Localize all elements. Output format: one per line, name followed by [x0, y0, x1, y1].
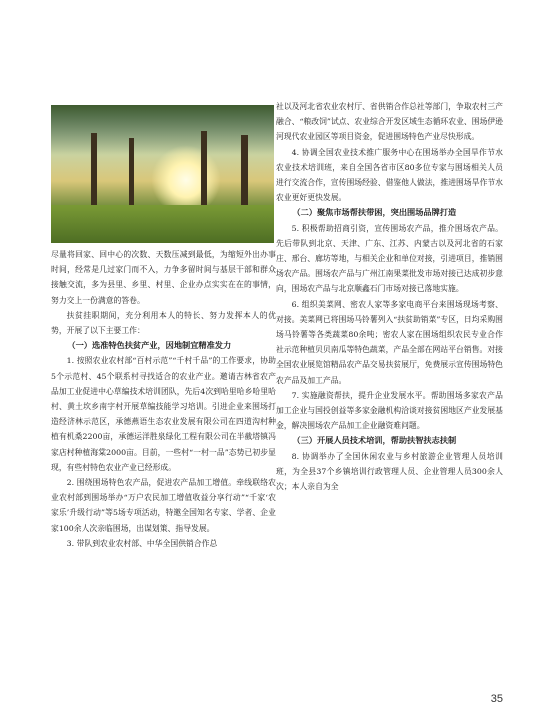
section-heading: （三）开展人员技术培训，帮助扶智扶志扶制 — [292, 435, 457, 446]
paragraph: 7. 实施融资帮扶，提升企业发展水平。帮助围场多家农产品加工企业与国投创益等多家金融机构洽谈对接贫困地区产业发展基金，解决围场农产品加工企业融资难问题。 — [276, 390, 503, 431]
paragraph: 扶贫挂职期间，充分利用本人的特长、努力发挥本人的优势，开展了以下主要工作： — [51, 310, 276, 336]
paragraph: 社以及河北省农业农村厅、省供销合作总社等部门，争取农村三产融合、“粮改饲”试点、农业综合开发区域生态循环农业、围场伊逊河现代农业园区等项目资金，促进围场特色产业尽快形成。 — [276, 102, 503, 142]
paragraph: 1. 按照农业农村部“百村示范”“千村千品”的工作要求，协助5个示范村、45个联系村寻找适合的农业产业。邀请吉林省农产品加工业促进中心草编技术培训团队，先后4次到哈里哈乡哈里哈村、黄土坎乡南字村开展草编技能学习培训。引进企业来围场打造经济林示范区，承德燕语生态农业发展有限公司在四道沟村种植有机桑2200亩，承德运洋胜泉绿化工程有限公司在半截塔镇冯家店村种植海棠2000亩。目前，一些村“一村一品”态势已初步显现，有些村特色农业产业已经形成。 — [51, 356, 276, 472]
section-heading: （二）聚焦市场帮扶带困，突出围场品牌打造 — [292, 207, 457, 218]
page-number: 35 — [490, 693, 503, 705]
paragraph: 3. 带队到农业农村部、中华全国供销合作总 — [66, 538, 218, 548]
paragraph: 2. 围绕围场特色农产品，促进农产品加工增值。牵线联络农业农村部到围场举办“万户农民加工增值收益分享行动”“千家‘农家乐’升级行动”等5场专项活动，特邀全国知名专家、学者、企业家100余人次亲临围场，出谋划策、指导发展。 — [51, 478, 276, 533]
right-column — [276, 99, 503, 494]
paragraph: 5. 积极帮助招商引资，宣传围场农产品，推介围场农产品。先后带队到北京、天津、广东、江苏、内蒙古以及河北省的石家庄、邢台、廊坊等地，与相关企业和单位对接，引进项目，推销围场农产品。围场农产品与广州江南果菜批发市场对接已达成初步意向，围场农产品与北京顺鑫石门市场对接已落地实施。 — [276, 223, 503, 294]
left-column — [51, 247, 276, 551]
sunlit-forest-photo — [51, 105, 274, 243]
grass-ground — [51, 205, 274, 243]
paragraph: 6. 组织美菜网、密农人家等多家电商平台来围场现场考察、对接。美菜网已将围场马铃薯列入“扶贫助销菜”专区，日均采购围场马铃薯等各类蔬菜80余吨；密农人家在围场组织农民专业合作社示范种植贝贝南瓜等特色蔬菜，产品全部在网站平台销售。对接全国农业展览馆精品农产品交易扶贫展厅，免费展示宣传围场特色农产品及加工产品。 — [276, 299, 503, 385]
paragraph: 4. 协调全国农业技术推广服务中心在围场举办全国旱作节水农业技术培训班，来自全国各省市区80多位专家与围场相关人员进行交流合作，宣传围场经验、借鉴他人做法，推进围场旱作节水农业更好更快发展。 — [276, 147, 503, 203]
paragraph: 尽量将回家、回中心的次数、天数压减到最低，为缩短外出办事时间，经常是几过家门而不入，力争多留时间与基层干部和群众接触交流，多为县里、乡里、村里、企业办点实实在在的事情，努力交上一份满意的答卷。 — [51, 250, 276, 305]
paragraph: 8. 协调举办了全国休闲农业与乡村旅游企业管理人员培训班，为全县37个乡镇培训行政管理人员、企业管理人员300余人次；本人亲自为全 — [276, 451, 503, 492]
section-heading: （一）选准特色扶贫产业，因地制宜精准发力 — [67, 340, 232, 351]
